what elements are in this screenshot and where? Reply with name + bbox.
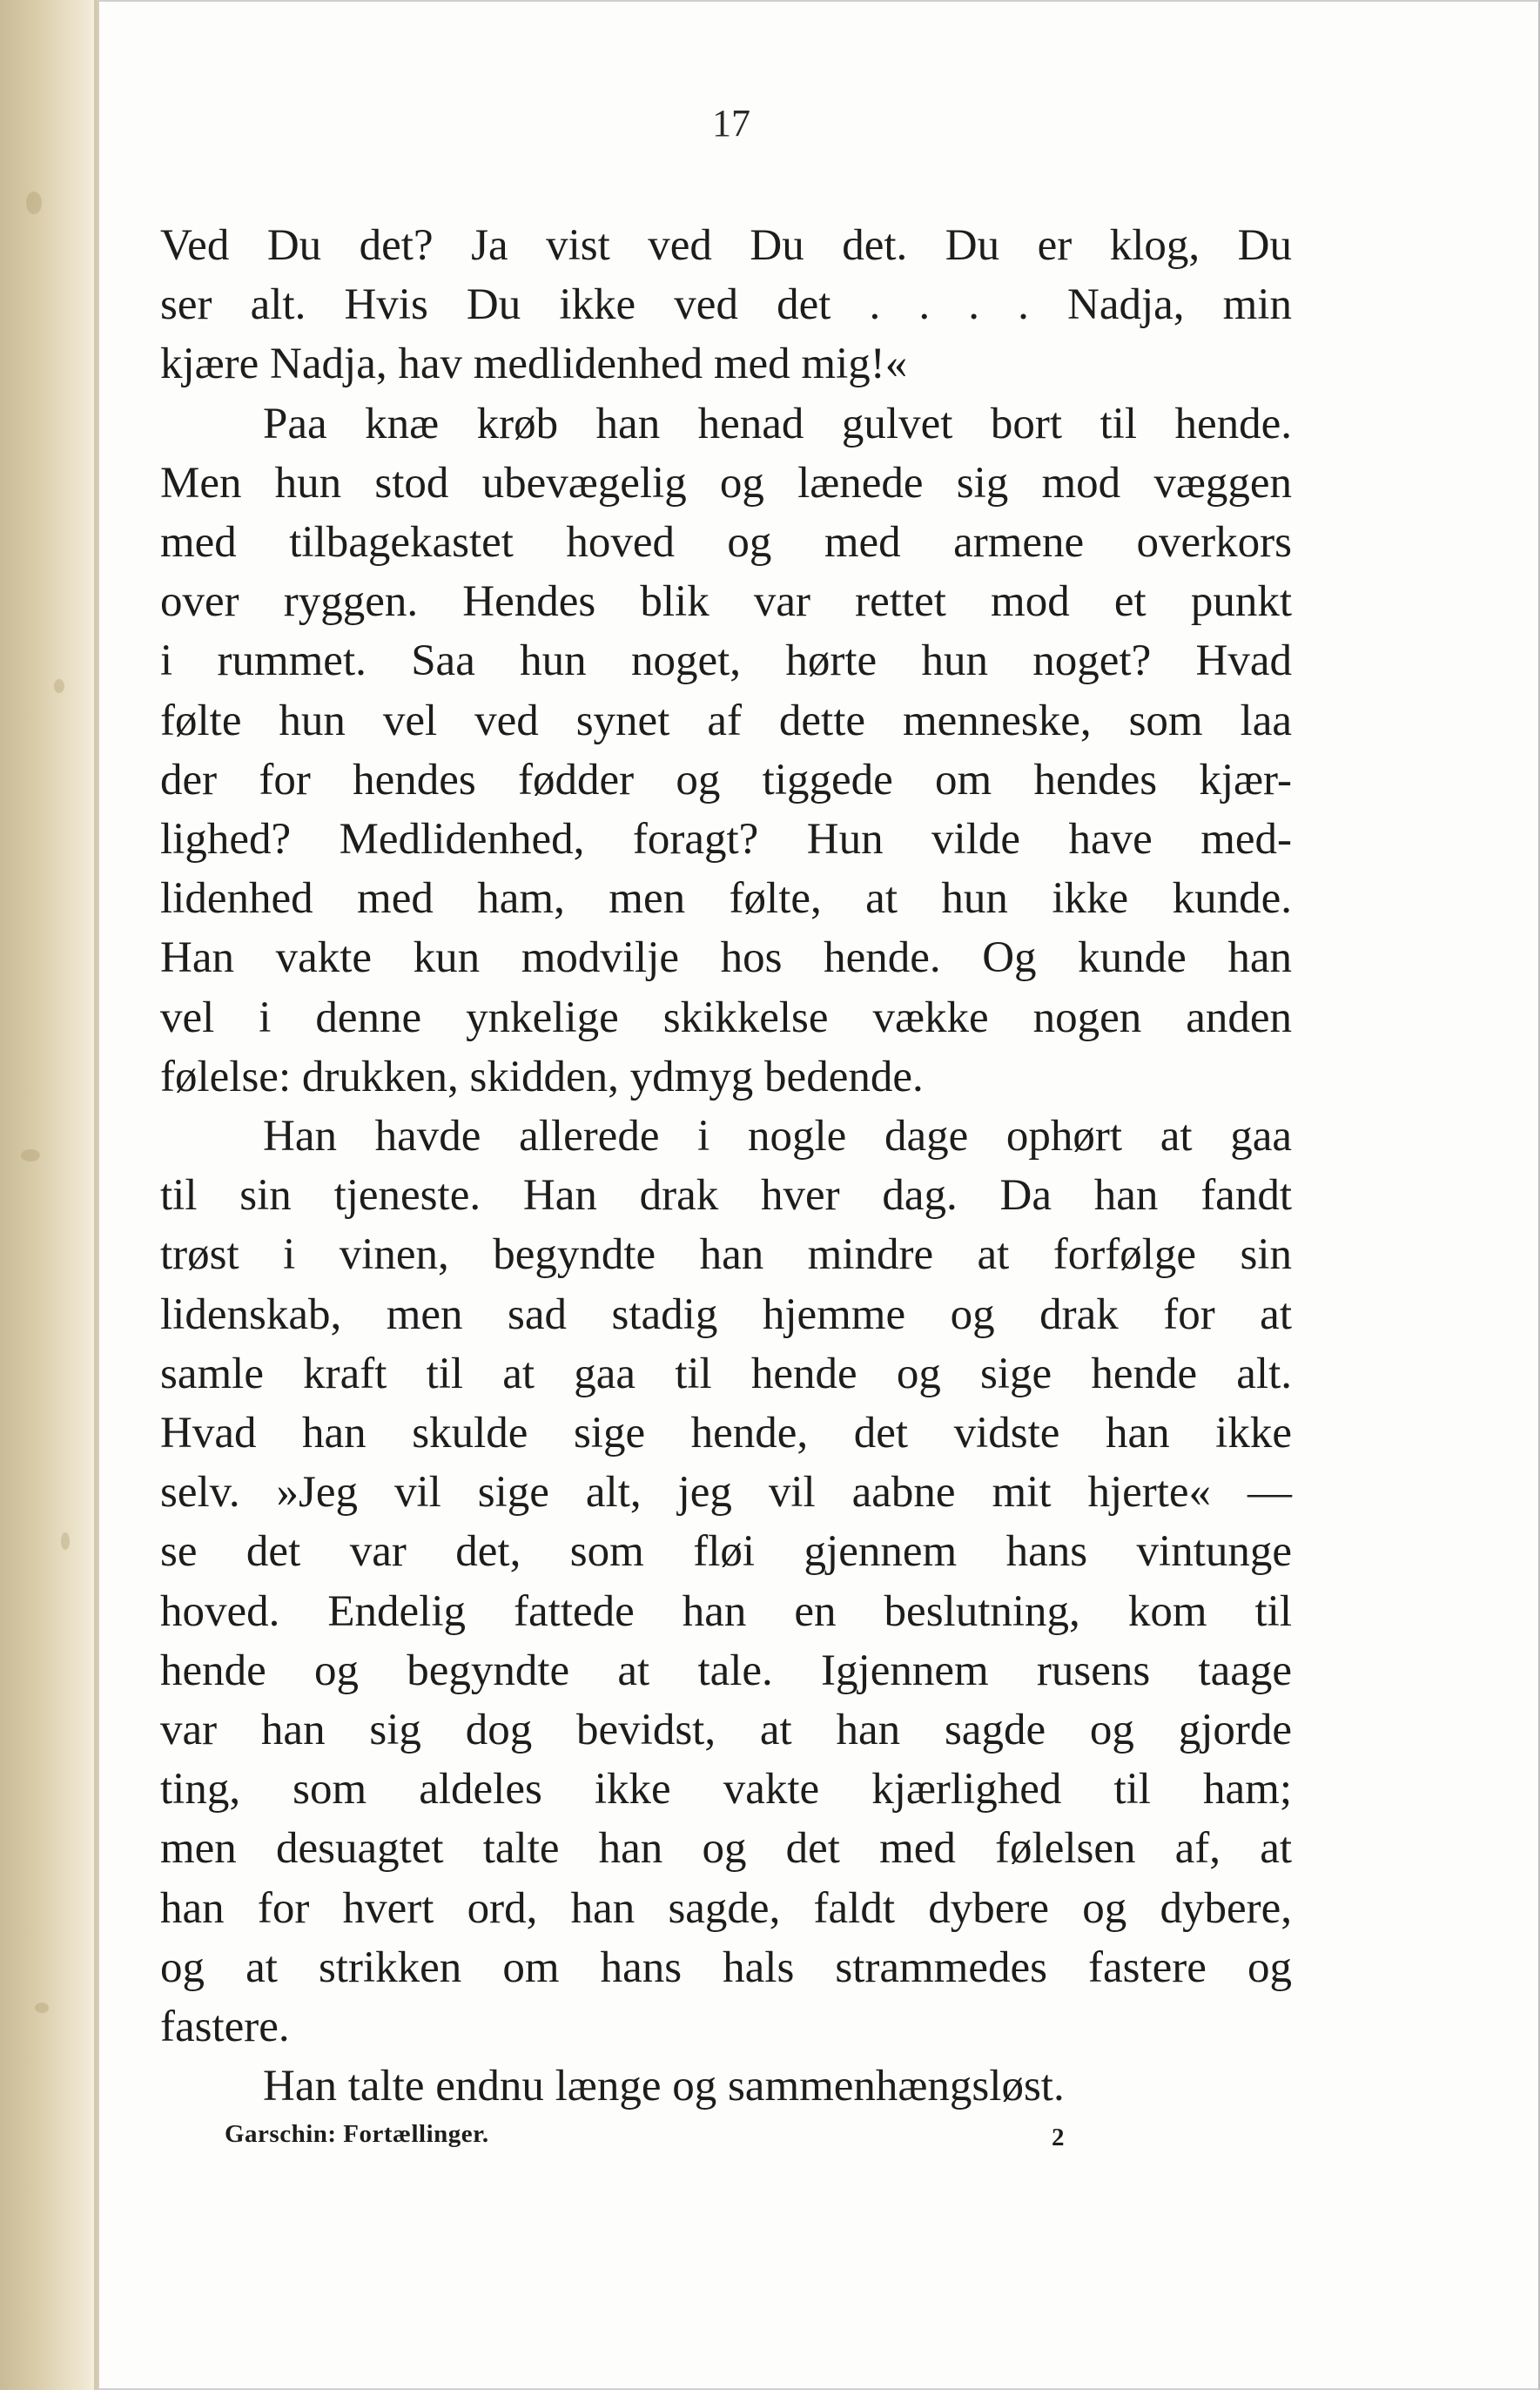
text-line: Ved Du det? Ja vist ved Du det. Du er klog, Du (160, 221, 1292, 270)
text-line: hende og begyndte at tale. Igjennem rusens taage (160, 1646, 1292, 1695)
text-line: med tilbagekastet hoved og med armene overkors (160, 518, 1292, 568)
text-line: han for hvert ord, han sagde, faldt dybere og dybere, (160, 1883, 1292, 1933)
text-line: ser alt. Hvis Du ikke ved det . . . . Nadja, min (160, 280, 1292, 330)
text-line: og at strikken om hans hals strammedes fastere og (160, 1942, 1292, 1992)
paragraph (160, 1107, 1292, 2057)
paragraph (160, 2057, 1292, 2116)
text-line: til sin tjeneste. Han drak hver dag. Da han fandt (160, 1171, 1292, 1221)
spine-stain (26, 192, 42, 214)
text-line: vel i denne ynkelige skikkelse vække nogen anden (160, 993, 1292, 1042)
text-line: ting, som aldeles ikke vakte kjærlighed til ham; (160, 1765, 1292, 1814)
paragraph (160, 216, 1292, 394)
text-line: over ryggen. Hendes blik var rettet mod et punkt (160, 577, 1292, 627)
text-line: fastere. (160, 2003, 290, 2052)
text-line: hoved. Endelig fattede han en beslutning, kom til (160, 1586, 1292, 1636)
page-footer (225, 2120, 1095, 2155)
signature-mark: 2 (1052, 2124, 1065, 2151)
text-line: samle kraft til at gaa til hende og sige hende alt. (160, 1349, 1292, 1398)
text-line: Paa knæ krøb han henad gulvet bort til hende. (263, 399, 1292, 448)
page-number: 17 (712, 102, 750, 145)
text-line: Hvad han skulde sige hende, det vidste han ikke (160, 1409, 1292, 1458)
spine-stain (35, 2003, 49, 2013)
text-line: se det var det, som fløi gjennem hans vintunge (160, 1527, 1292, 1577)
paragraph (160, 394, 1292, 1107)
text-line: der for hendes fødder og tiggede om hendes kjær- (160, 755, 1292, 805)
text-line: lidenskab, men sad stadig hjemme og drak for at (160, 1289, 1292, 1339)
text-line: trøst i vinen, begyndte han mindre at forfølge sin (160, 1230, 1292, 1280)
text-line: lidenhed med ham, men følte, at hun ikke kunde. (160, 874, 1292, 924)
text-line: Han talte endnu længe og sammenhængsløst. (263, 2062, 1065, 2111)
text-line: følte hun vel ved synet af dette menneske, som laa (160, 696, 1292, 745)
text-line: følelse: drukken, skidden, ydmyg bedende. (160, 1052, 924, 1101)
spine-stain (21, 1149, 40, 1161)
spine-stain (61, 1532, 70, 1550)
footer-source: Garschin: Fortællinger. (225, 2120, 489, 2148)
text-line: lighed? Medlidenhed, foragt? Hun vilde have med- (160, 815, 1292, 865)
text-line: Han vakte kun modvilje hos hende. Og kunde han (160, 933, 1292, 983)
text-line: kjære Nadja, hav medlidenhed med mig!« (160, 340, 908, 389)
text-line: men desuagtet talte han og det med følelsen af, at (160, 1824, 1292, 1874)
text-line: Han havde allerede i nogle dage ophørt at gaa (263, 1112, 1292, 1161)
page-spine (0, 0, 98, 2390)
spine-stain (54, 679, 64, 693)
text-line: selv. »Jeg vil sige alt, jeg vil aabne mit hjerte« — (160, 1468, 1292, 1518)
text-line: i rummet. Saa hun noget, hørte hun noget? Hvad (160, 636, 1292, 686)
text-line: var han sig dog bevidst, at han sagde og gjorde (160, 1706, 1292, 1755)
text-line: Men hun stod ubevægelig og lænede sig mod væggen (160, 458, 1292, 508)
body-text (160, 216, 1292, 2117)
